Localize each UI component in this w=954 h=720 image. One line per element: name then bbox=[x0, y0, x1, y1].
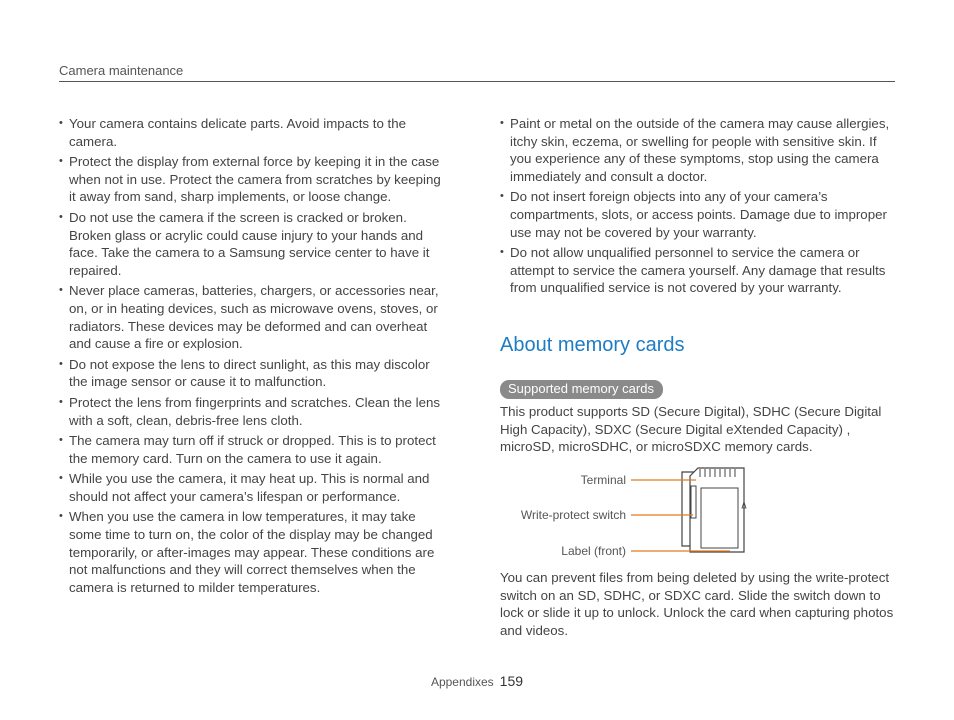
sd-card-figure bbox=[500, 466, 898, 566]
list-item: • Never place cameras, batteries, chargers, or accessories near, on, or in heating devices, such as microwave ovens, stoves, or radiators. These devices may be deformed and can overheat and cause a fire or explosion. bbox=[59, 282, 451, 352]
list-item: • Protect the display from external force by keeping it in the case when not in use. Protect the camera from scratches by keeping it away from sand, sharp implements, or loose change. bbox=[59, 153, 451, 206]
list-item: • The camera may turn off if struck or dropped. This is to protect the memory card. Turn on the camera to use it again. bbox=[59, 432, 451, 467]
list-item: • When you use the camera in low temperatures, it may take some time to turn on, the color of the display may be changed temporarily, or after-images may appear. These conditions are not malfunctions and they will correct themselves when the camera is returned to milder temperatures. bbox=[59, 508, 451, 596]
list-item: • Your camera contains delicate parts. Avoid impacts to the camera. bbox=[59, 115, 451, 150]
sd-card-diagram bbox=[500, 466, 898, 566]
list-item: • Paint or metal on the outside of the camera may cause allergies, itchy skin, eczema, or swelling for people with sensitive skin. If you experience any of these symptoms, stop using the camera immediately and consult a doctor. bbox=[500, 115, 898, 185]
list-item: • Do not use the camera if the screen is cracked or broken. Broken glass or acrylic could cause injury to your hands and face. Take the camera to a Samsung service center to have it repaired. bbox=[59, 209, 451, 279]
left-column bbox=[59, 115, 451, 599]
page-number: 159 bbox=[499, 673, 524, 689]
supported-cards-paragraph: This product supports SD (Secure Digital), SDHC (Secure Digital High Capacity), SDXC (Secure Digital eXtended Capacity) , microSD, microSDHC, or microSDXC memory cards. bbox=[500, 404, 882, 455]
list-item: • Do not expose the lens to direct sunlight, as this may discolor the image sensor or cause it to malfunction. bbox=[59, 356, 451, 391]
subsection-title: Supported memory cards bbox=[500, 380, 663, 399]
footer-section: Appendixes bbox=[430, 675, 494, 689]
sd-card-outline bbox=[690, 468, 744, 552]
write-protect-label: Write-protect switch bbox=[520, 508, 626, 522]
write-protect-paragraph: You can prevent files from being deleted by using the write-protect switch on an SD, SDHC, or SDXC card. Slide the switch down to lock or slide it up to unlock. Unlock the card when capturing photos and videos. bbox=[500, 570, 894, 638]
running-header: Camera maintenance bbox=[59, 63, 895, 82]
right-bullet-list bbox=[500, 115, 898, 297]
label-front-label: Label (front) bbox=[561, 544, 626, 558]
list-item: • While you use the camera, it may heat up. This is normal and should not affect your camera’s lifespan or performance. bbox=[59, 470, 451, 505]
section-title: About memory cards bbox=[500, 334, 685, 356]
right-column bbox=[500, 115, 898, 300]
list-item: • Protect the lens from fingerprints and scratches. Clean the lens with a soft, clean, debris-free lens cloth. bbox=[59, 394, 451, 429]
list-item: • Do not insert foreign objects into any of your camera’s compartments, slots, or access points. Damage due to improper use may not be covered by your warranty. bbox=[500, 188, 898, 241]
list-item: • Do not allow unqualified personnel to service the camera or attempt to service the camera yourself. Any damage that results from unqualified service is not covered by your warranty. bbox=[500, 244, 898, 297]
terminal-label: Terminal bbox=[580, 473, 626, 487]
left-bullet-list bbox=[59, 115, 451, 596]
page-footer bbox=[0, 673, 954, 689]
